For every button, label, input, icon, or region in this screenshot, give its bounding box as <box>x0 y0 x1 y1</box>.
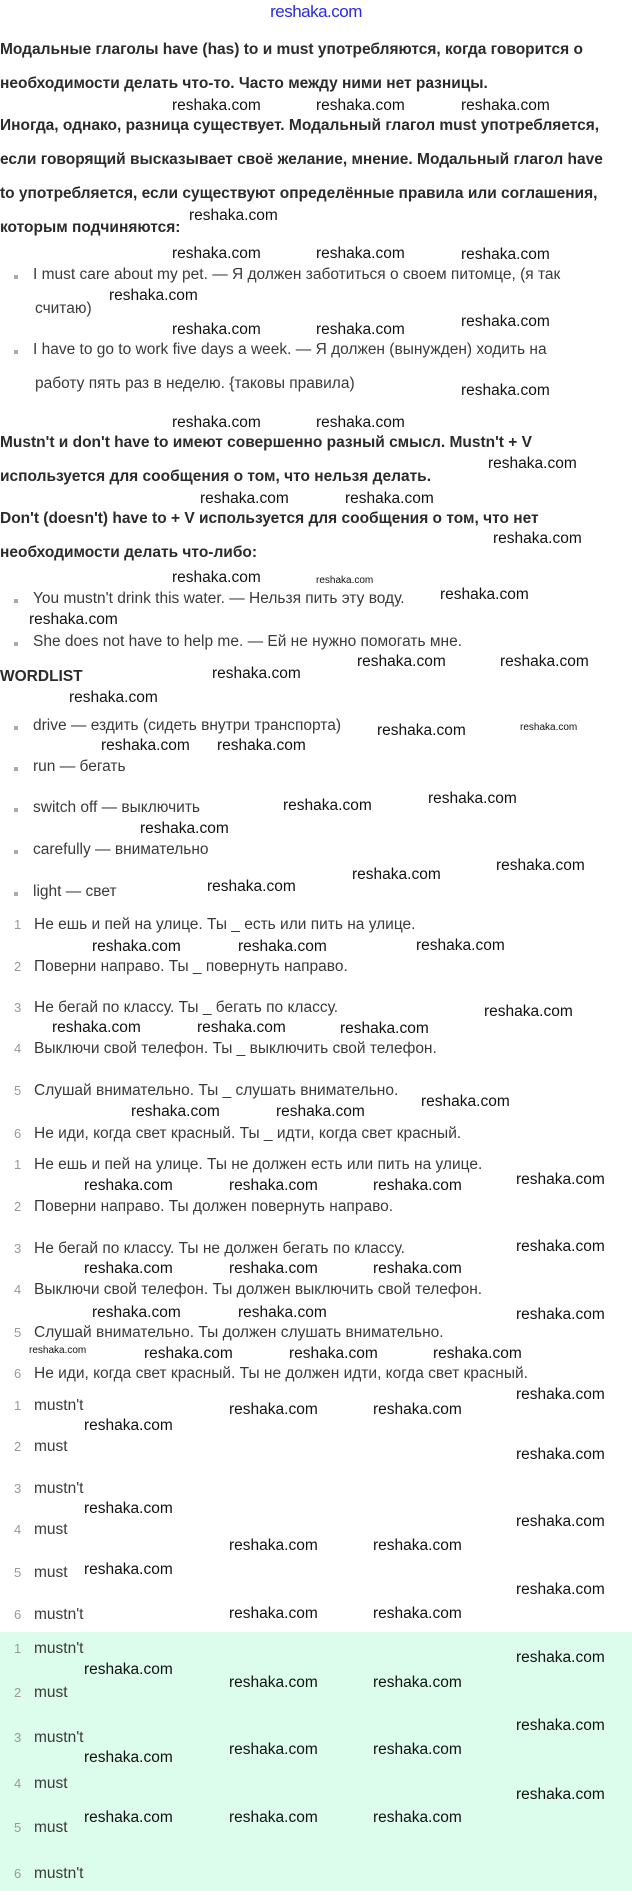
watermark-text: reshaka.com <box>84 1809 173 1826</box>
watermark-text: reshaka.com <box>283 797 372 814</box>
example-line: работу пять раз в неделю. {таковы правила) <box>35 375 355 392</box>
paragraph-line: to употребляется, если существуют определённые правила или соглашения, <box>0 185 598 202</box>
watermark-text: reshaka.com <box>92 1304 181 1321</box>
watermark-text: reshaka.com <box>200 490 289 507</box>
watermark-text: reshaka.com <box>172 569 261 586</box>
watermark-text: reshaka.com <box>238 938 327 955</box>
example-line: I have to go to work five days a week. — Я должен (вынужден) ходить на <box>33 341 547 358</box>
watermark-text: reshaka.com <box>212 665 301 682</box>
watermark-text: reshaka.com <box>84 1749 173 1766</box>
watermark-text: reshaka.com <box>172 321 261 338</box>
watermark-text: reshaka.com <box>84 1561 173 1578</box>
highlighted-answer-item: must <box>34 1775 68 1792</box>
watermark-text: reshaka.com <box>461 313 550 330</box>
watermark-text: reshaka.com <box>316 245 405 262</box>
bullet-icon <box>14 892 18 896</box>
watermark-text: reshaka.com <box>500 653 589 670</box>
item-number: 4 <box>14 1041 22 1056</box>
watermark-text: reshaka.com <box>101 737 190 754</box>
item-number: 5 <box>14 1083 22 1098</box>
watermark-text: reshaka.com <box>172 97 261 114</box>
paragraph-line: используется для сообщения о том, что нельзя делать. <box>0 468 432 485</box>
item-number: 3 <box>14 1481 22 1496</box>
item-number: 1 <box>14 1157 22 1172</box>
example-line: считаю) <box>35 300 92 317</box>
bullet-icon <box>14 599 18 603</box>
watermark-text: reshaka.com <box>229 1741 318 1758</box>
watermark-text: reshaka.com <box>461 246 550 263</box>
watermark-text: reshaka.com <box>229 1605 318 1622</box>
watermark-text: reshaka.com <box>373 1401 462 1418</box>
bullet-icon <box>14 808 18 812</box>
translation-item: Не ешь и пей на улице. Ты не должен есть или пить на улице. <box>34 1156 483 1173</box>
watermark-text: reshaka.com <box>345 490 434 507</box>
highlighted-answer-item: must <box>34 1819 68 1836</box>
exercise-item: Не иди, когда свет красный. Ты _ идти, когда свет красный. <box>34 1125 462 1142</box>
watermark-text: reshaka.com <box>516 1649 605 1666</box>
watermark-text: reshaka.com <box>289 1345 378 1362</box>
watermark-text: reshaka.com <box>316 97 405 114</box>
highlighted-answer-item: mustn't <box>34 1729 84 1746</box>
wordlist-item: run — бегать <box>33 758 126 775</box>
item-number: 4 <box>14 1522 22 1537</box>
watermark-text: reshaka.com <box>373 1537 462 1554</box>
exercise-item: Поверни направо. Ты _ повернуть направо. <box>34 958 348 975</box>
watermark-text: reshaka.com <box>493 530 582 547</box>
answer-item: must <box>34 1438 68 1455</box>
item-number: 6 <box>14 1866 22 1881</box>
watermark-text: reshaka.com <box>496 857 585 874</box>
watermark-text: reshaka.com <box>229 1260 318 1277</box>
bullet-icon <box>14 767 18 771</box>
translation-item: Не иди, когда свет красный. Ты не должен идти, когда свет красный. <box>34 1365 528 1382</box>
translation-item: Не бегай по классу. Ты не должен бегать по классу. <box>34 1240 405 1257</box>
wordlist-item: carefully — внимательно <box>33 841 209 858</box>
watermark-text: reshaka.com <box>484 1003 573 1020</box>
watermark-text: reshaka.com <box>516 1581 605 1598</box>
item-number: 4 <box>14 1282 22 1297</box>
watermark-text: reshaka.com <box>520 722 578 733</box>
item-number: 3 <box>14 1730 22 1745</box>
watermark-text: reshaka.com <box>29 1345 87 1356</box>
watermark-text: reshaka.com <box>516 1171 605 1188</box>
answer-item: must <box>34 1521 68 1538</box>
watermark-text: reshaka.com <box>373 1260 462 1277</box>
paragraph-line: Don't (doesn't) have to + V используется для сообщения о том, что нет <box>0 510 539 527</box>
item-number: 1 <box>14 917 22 932</box>
watermark-text: reshaka.com <box>84 1417 173 1434</box>
watermark-text: reshaka.com <box>488 455 577 472</box>
wordlist-item: drive — ездить (сидеть внутри транспорта) <box>33 717 342 734</box>
answer-item: must <box>34 1564 68 1581</box>
watermark-text: reshaka.com <box>316 575 374 586</box>
watermark-text: reshaka.com <box>52 1019 141 1036</box>
item-number: 2 <box>14 959 22 974</box>
item-number: 6 <box>14 1366 22 1381</box>
watermark-text: reshaka.com <box>217 737 306 754</box>
watermark-text: reshaka.com <box>416 937 505 954</box>
watermark-text: reshaka.com <box>516 1386 605 1403</box>
watermark-text: reshaka.com <box>373 1809 462 1826</box>
paragraph-line: Иногда, однако, разница существует. Модальный глагол must употребляется, <box>0 117 600 134</box>
watermark-text: reshaka.com <box>84 1177 173 1194</box>
site-title[interactable]: reshaka.com <box>270 2 362 21</box>
watermark-text: reshaka.com <box>516 1786 605 1803</box>
watermark-text: reshaka.com <box>516 1446 605 1463</box>
watermark-text: reshaka.com <box>92 938 181 955</box>
item-number: 5 <box>14 1565 22 1580</box>
answer-item: mustn't <box>34 1606 84 1623</box>
item-number: 6 <box>14 1126 22 1141</box>
watermark-text: reshaka.com <box>516 1513 605 1530</box>
watermark-text: reshaka.com <box>516 1306 605 1323</box>
watermark-text: reshaka.com <box>207 878 296 895</box>
answer-item: mustn't <box>34 1480 84 1497</box>
translation-item: Слушай внимательно. Ты должен слушать внимательно. <box>34 1324 444 1341</box>
exercise-item: Не бегай по классу. Ты _ бегать по классу. <box>34 999 339 1016</box>
item-number: 2 <box>14 1439 22 1454</box>
watermark-text: reshaka.com <box>373 1674 462 1691</box>
example-line: You mustn't drink this water. — Нельзя пить эту воду. <box>33 590 405 607</box>
item-number: 5 <box>14 1325 22 1340</box>
exercise-item: Слушай внимательно. Ты _ слушать внимательно. <box>34 1082 399 1099</box>
item-number: 2 <box>14 1685 22 1700</box>
watermark-text: reshaka.com <box>229 1674 318 1691</box>
watermark-text: reshaka.com <box>340 1020 429 1037</box>
watermark-text: reshaka.com <box>276 1103 365 1120</box>
answer-item: mustn't <box>34 1397 84 1414</box>
wordlist-item: light — свет <box>33 883 117 900</box>
paragraph-line: необходимости делать что-то. Часто между ними нет разницы. <box>0 75 488 92</box>
highlighted-answer-item: mustn't <box>34 1640 84 1657</box>
watermark-text: reshaka.com <box>316 321 405 338</box>
bullet-icon <box>14 275 18 279</box>
watermark-text: reshaka.com <box>172 414 261 431</box>
highlighted-answer-item: mustn't <box>34 1865 84 1882</box>
paragraph-line: Модальные глаголы have (has) to и must употребляются, когда говорится о <box>0 41 583 58</box>
paragraph-line: Mustn't и don't have to имеют совершенно разный смысл. Mustn't + V <box>0 434 532 451</box>
exercise-item: Выключи свой телефон. Ты _ выключить свой телефон. <box>34 1040 437 1057</box>
watermark-text: reshaka.com <box>516 1238 605 1255</box>
paragraph-line: если говорящий высказывает своё желание, мнение. Модальный глагол have <box>0 151 603 168</box>
bullet-icon <box>14 726 18 730</box>
watermark-text: reshaka.com <box>229 1401 318 1418</box>
watermark-text: reshaka.com <box>516 1717 605 1734</box>
item-number: 1 <box>14 1641 22 1656</box>
bullet-icon <box>14 642 18 646</box>
item-number: 1 <box>14 1398 22 1413</box>
watermark-text: reshaka.com <box>144 1345 233 1362</box>
watermark-text: reshaka.com <box>421 1093 510 1110</box>
watermark-text: reshaka.com <box>109 287 198 304</box>
watermark-text: reshaka.com <box>189 207 278 224</box>
item-number: 3 <box>14 1000 22 1015</box>
watermark-text: reshaka.com <box>433 1345 522 1362</box>
item-number: 5 <box>14 1820 22 1835</box>
watermark-text: reshaka.com <box>229 1177 318 1194</box>
watermark-text: reshaka.com <box>461 382 550 399</box>
watermark-text: reshaka.com <box>373 1605 462 1622</box>
watermark-text: reshaka.com <box>131 1103 220 1120</box>
watermark-text: reshaka.com <box>69 689 158 706</box>
wordlist-item: switch off — выключить <box>33 799 201 816</box>
watermark-text: reshaka.com <box>357 653 446 670</box>
bullet-icon <box>14 850 18 854</box>
watermark-text: reshaka.com <box>373 1177 462 1194</box>
item-number: 6 <box>14 1607 22 1622</box>
watermark-text: reshaka.com <box>84 1661 173 1678</box>
watermark-text: reshaka.com <box>140 820 229 837</box>
example-line: I must care about my pet. — Я должен заботиться о своем питомце, (я так <box>33 266 561 283</box>
highlighted-answer-item: must <box>34 1684 68 1701</box>
watermark-text: reshaka.com <box>377 722 466 739</box>
bullet-icon <box>14 350 18 354</box>
paragraph-line: необходимости делать что-либо: <box>0 544 258 561</box>
item-number: 3 <box>14 1241 22 1256</box>
paragraph-line: которым подчиняются: <box>0 219 181 236</box>
watermark-text: reshaka.com <box>229 1809 318 1826</box>
watermark-text: reshaka.com <box>197 1019 286 1036</box>
translation-item: Выключи свой телефон. Ты должен выключить свой телефон. <box>34 1281 483 1298</box>
example-line: She does not have to help me. — Ей не нужно помогать мне. <box>33 633 463 650</box>
item-number: 2 <box>14 1199 22 1214</box>
wordlist-heading: WORDLIST <box>0 668 83 685</box>
item-number: 4 <box>14 1776 22 1791</box>
watermark-text: reshaka.com <box>461 97 550 114</box>
watermark-text: reshaka.com <box>84 1260 173 1277</box>
watermark-text: reshaka.com <box>428 790 517 807</box>
translation-item: Поверни направо. Ты должен повернуть направо. <box>34 1198 394 1215</box>
watermark-text: reshaka.com <box>238 1304 327 1321</box>
watermark-text: reshaka.com <box>440 586 529 603</box>
watermark-text: reshaka.com <box>84 1500 173 1517</box>
exercise-item: Не ешь и пей на улице. Ты _ есть или пить на улице. <box>34 916 416 933</box>
watermark-text: reshaka.com <box>373 1741 462 1758</box>
watermark-text: reshaka.com <box>29 611 118 628</box>
watermark-text: reshaka.com <box>352 866 441 883</box>
watermark-text: reshaka.com <box>316 414 405 431</box>
watermark-text: reshaka.com <box>172 245 261 262</box>
watermark-text: reshaka.com <box>229 1537 318 1554</box>
